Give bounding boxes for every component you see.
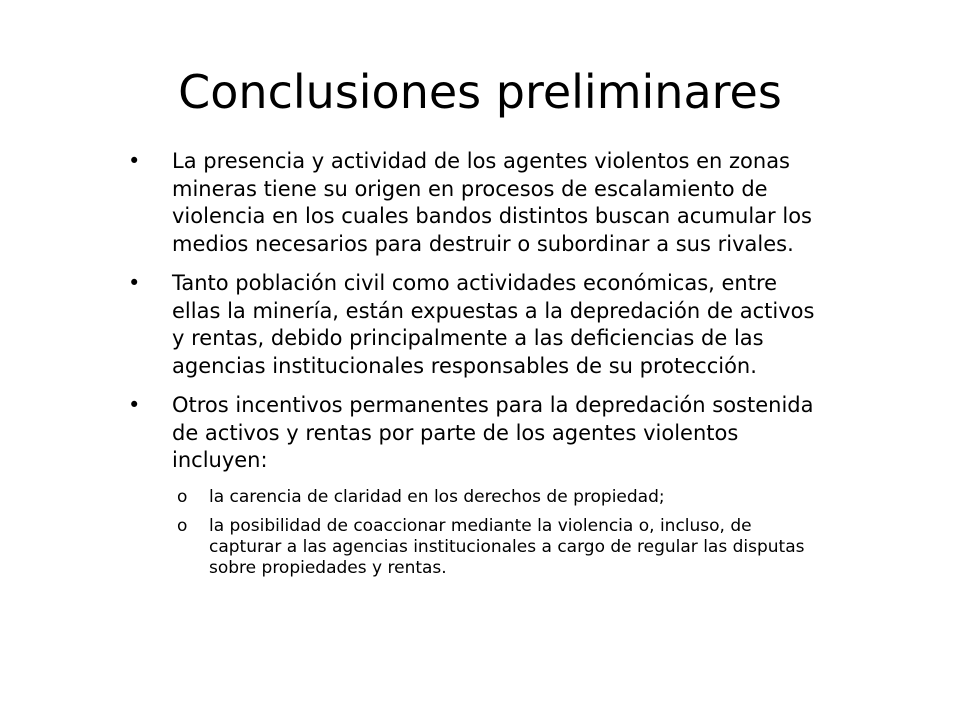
bullet-item <box>126 392 826 475</box>
circle-bullet-icon: o <box>177 515 188 536</box>
bullet-text: La presencia y actividad de los agentes violentos en zonas mineras tiene su origen en procesos de escalamiento de violencia en los cuales bandos distintos buscan acumular los medios necesarios para destruir o subordinar a sus rivales. <box>172 149 812 256</box>
slide-title: Conclusiones preliminares <box>178 65 782 119</box>
sub-bullet-text: la posibilidad de coaccionar mediante la violencia o, incluso, de capturar a las agencias institucionales a cargo de regular las disputas sobre propiedades y rentas. <box>209 515 805 578</box>
bullet-icon: • <box>128 149 141 173</box>
circle-bullet-icon: o <box>177 486 188 507</box>
sub-bullet-text: la carencia de claridad en los derechos de propiedad; <box>209 486 665 507</box>
sub-bullet-item <box>126 516 826 579</box>
bullet-text: Tanto población civil como actividades económicas, entre ellas la minería, están expuestas a la depredación de activos y rentas, debido principalmente a las deficiencias de las agencias institucionales responsables de su protección. <box>172 271 815 378</box>
sub-bullet-item <box>126 487 826 508</box>
bullet-icon: • <box>128 393 141 417</box>
sub-bullet-list <box>126 487 826 579</box>
bullet-item <box>126 148 826 258</box>
bullet-item <box>126 270 826 380</box>
bullet-text: Otros incentivos permanentes para la depredación sostenida de activos y rentas por parte de los agentes violentos incluyen: <box>172 393 814 472</box>
slide-content <box>126 148 826 587</box>
bullet-icon: • <box>128 271 141 295</box>
